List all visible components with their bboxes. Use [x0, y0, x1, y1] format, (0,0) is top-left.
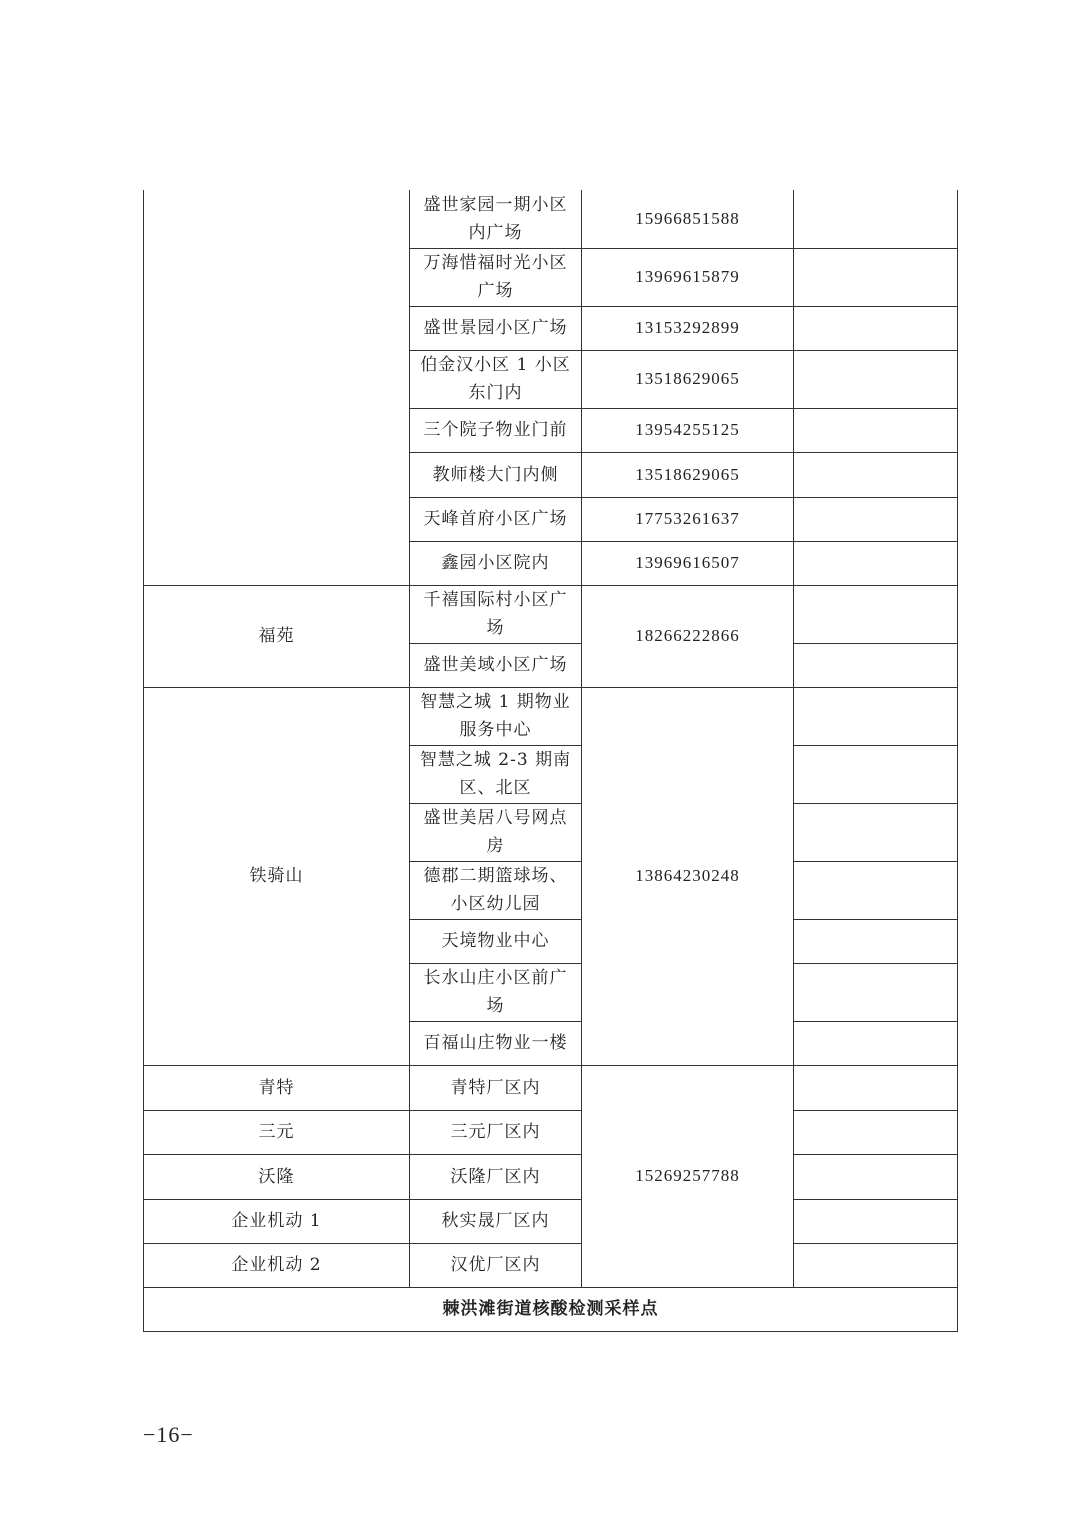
unit-cell: 三元	[144, 1110, 410, 1154]
remark-cell	[794, 585, 958, 643]
remark-cell	[794, 541, 958, 585]
phone-cell: 13153292899	[582, 306, 794, 350]
phone-cell: 13518629065	[582, 452, 794, 497]
remark-cell	[794, 497, 958, 541]
table-row	[144, 585, 958, 643]
remark-cell	[794, 1021, 958, 1065]
phone-cell: 13518629065	[582, 350, 794, 408]
site-cell: 万海惜福时光小区广场	[410, 248, 582, 306]
site-cell: 汉优厂区内	[410, 1243, 582, 1287]
unit-cell: 企业机动 2	[144, 1243, 410, 1287]
table-row	[144, 1065, 958, 1110]
remark-cell	[794, 963, 958, 1021]
table-row	[144, 1110, 958, 1154]
site-cell: 青特厂区内	[410, 1065, 582, 1110]
phone-cell: 17753261637	[582, 497, 794, 541]
site-cell: 鑫园小区院内	[410, 541, 582, 585]
table-row	[144, 1154, 958, 1199]
site-cell: 千禧国际村小区广场	[410, 585, 582, 643]
site-cell: 百福山庄物业一楼	[410, 1021, 582, 1065]
section-title: 棘洪滩街道核酸检测采样点	[144, 1287, 958, 1331]
site-cell: 沃隆厂区内	[410, 1154, 582, 1199]
phone-cell: 18266222866	[582, 585, 794, 687]
phone-cell: 13954255125	[582, 408, 794, 452]
remark-cell	[794, 745, 958, 803]
table-row	[144, 1243, 958, 1287]
remark-cell	[794, 248, 958, 306]
site-cell: 盛世景园小区广场	[410, 306, 582, 350]
site-cell: 秋实晟厂区内	[410, 1199, 582, 1243]
site-cell: 智慧之城 1 期物业服务中心	[410, 687, 582, 745]
site-cell: 天峰首府小区广场	[410, 497, 582, 541]
site-cell: 三个院子物业门前	[410, 408, 582, 452]
remark-cell	[794, 1065, 958, 1110]
sampling-sites-table	[143, 190, 958, 1332]
table-row	[144, 687, 958, 745]
remark-cell	[794, 1243, 958, 1287]
remark-cell	[794, 1199, 958, 1243]
unit-cell: 企业机动 1	[144, 1199, 410, 1243]
remark-cell	[794, 1154, 958, 1199]
phone-cell: 13969615879	[582, 248, 794, 306]
remark-cell	[794, 408, 958, 452]
remark-cell	[794, 919, 958, 963]
phone-cell: 15966851588	[582, 190, 794, 248]
site-cell: 三元厂区内	[410, 1110, 582, 1154]
phone-cell: 15269257788	[582, 1065, 794, 1287]
remark-cell	[794, 350, 958, 408]
remark-cell	[794, 1110, 958, 1154]
remark-cell	[794, 190, 958, 248]
remark-cell	[794, 687, 958, 745]
remark-cell	[794, 861, 958, 919]
community-cell-tieqishan: 铁骑山	[144, 687, 410, 1065]
table-row	[144, 1199, 958, 1243]
community-cell-fuyuan: 福苑	[144, 585, 410, 687]
community-cell	[144, 190, 410, 585]
unit-cell: 沃隆	[144, 1154, 410, 1199]
site-cell: 长水山庄小区前广场	[410, 963, 582, 1021]
site-cell: 盛世家园一期小区内广场	[410, 190, 582, 248]
site-cell: 伯金汉小区 1 小区东门内	[410, 350, 582, 408]
page-number: −16−	[143, 1422, 194, 1447]
site-cell: 天境物业中心	[410, 919, 582, 963]
site-cell: 盛世美居八号网点房	[410, 803, 582, 861]
site-cell: 德郡二期篮球场、小区幼儿园	[410, 861, 582, 919]
site-cell: 盛世美域小区广场	[410, 643, 582, 687]
remark-cell	[794, 643, 958, 687]
phone-cell: 13969616507	[582, 541, 794, 585]
remark-cell	[794, 803, 958, 861]
remark-cell	[794, 306, 958, 350]
site-cell: 智慧之城 2-3 期南区、北区	[410, 745, 582, 803]
remark-cell	[794, 452, 958, 497]
table-row	[144, 1287, 958, 1331]
site-cell: 教师楼大门内侧	[410, 452, 582, 497]
table-row	[144, 190, 958, 248]
phone-cell: 13864230248	[582, 687, 794, 1065]
unit-cell: 青特	[144, 1065, 410, 1110]
